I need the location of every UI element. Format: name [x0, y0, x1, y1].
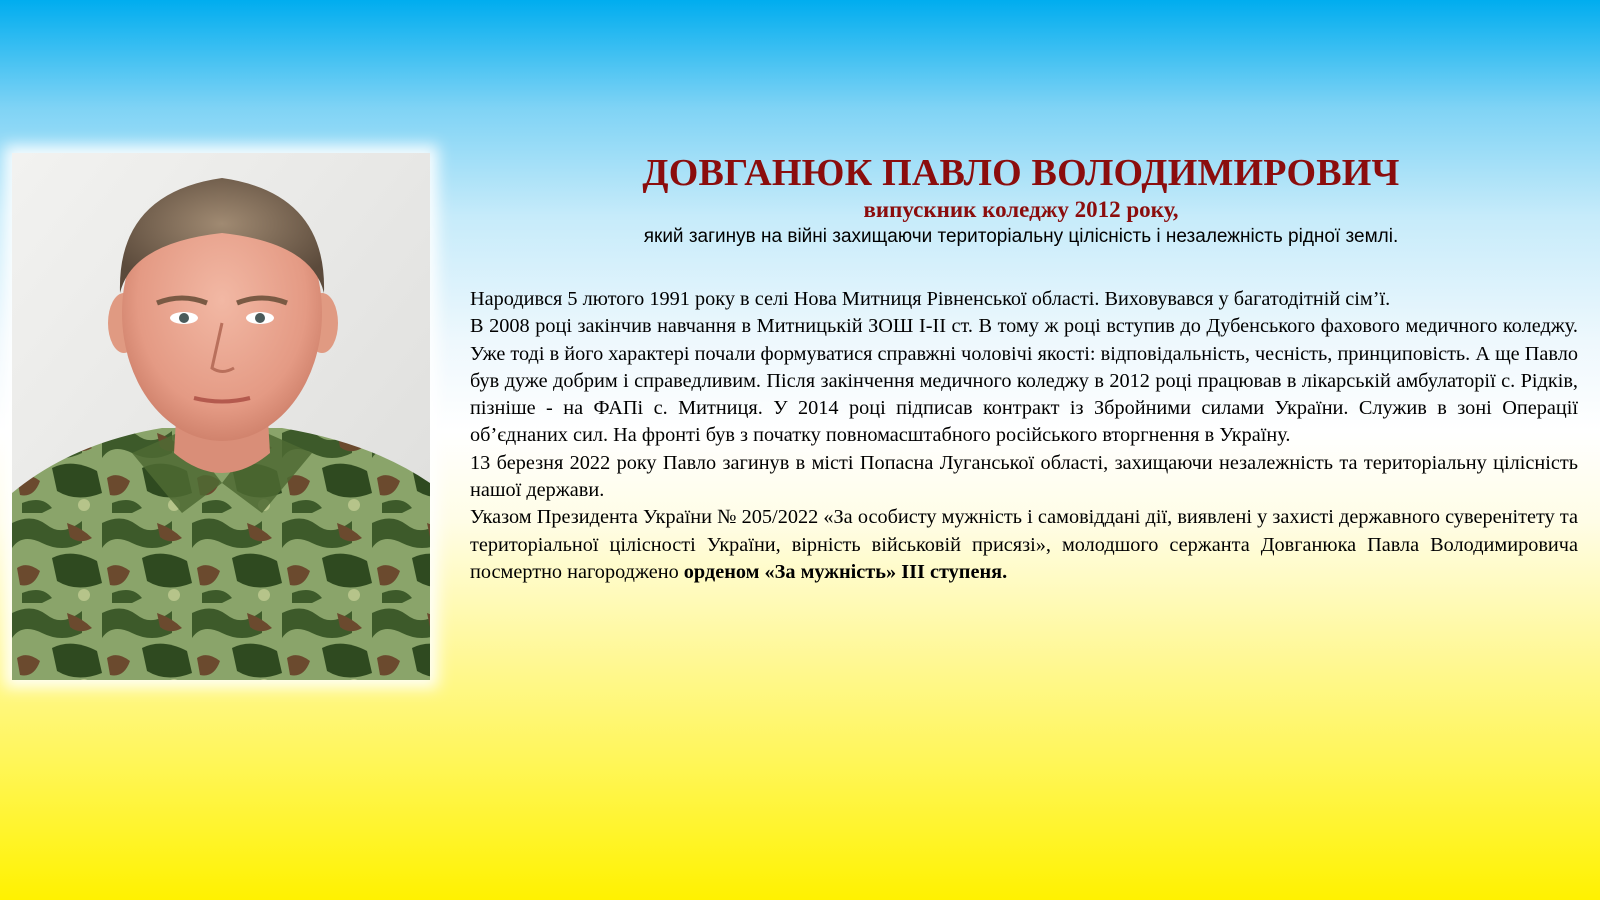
- bio-paragraph-career: В 2008 році закінчив навчання в Митницькій ЗОШ І-ІІ ст. В тому ж році вступив до Дубенського фахового медичного коледжу. Уже тоді в його характері почали формуватися справжні чоловічі якості: відповідальність, чесність, принциповість. А ще Павло був дуже добрим і справедливим. Після закінчення медичного коледжу в 2012 році працював в лікарській амбулаторії с. Рідків, пізніше - на ФАПі с. Митниця. У 2014 році підписав контракт із Збройними силами України. Служив в зоні Операції об’єднаних сил. На фронті був з початку повномасштабного російського вторгнення в Україну.: [470, 315, 1578, 447]
- bio-paragraph-death: 13 березня 2022 року Павло загинув в місті Попасна Луганської області, захищаючи незалежність та територіальну цілісність нашої держави.: [470, 451, 1578, 502]
- portrait-photo: [12, 153, 430, 680]
- portrait-image: [12, 153, 430, 680]
- memorial-line: який загинув на війні захищаючи територіальну цілісність і незалежність рідної землі.: [643, 226, 1399, 247]
- award-name: орденом «За мужність» ІІІ ступеня.: [683, 560, 1008, 583]
- bio-paragraph-award: [470, 504, 1578, 586]
- title-block: [470, 150, 1572, 250]
- person-name: ДОВГАНЮК ПАВЛО ВОЛОДИМИРОВИЧ: [642, 152, 1400, 194]
- graduate-subtitle: випускник коледжу 2012 року,: [863, 197, 1179, 222]
- biography: [470, 286, 1578, 586]
- bio-paragraph-birth: Народився 5 лютого 1991 року в селі Нова Митниця Рівненської області. Виховувався у багатодітній сім’ї.: [470, 288, 1391, 310]
- award-decree-text: Указом Президента України № 205/2022 «За особисту мужність і самовіддані дії, виявлені у захисті державного суверенітету та територіальної цілісності України, вірність військовій присязі», молодшого сержанта Довганюка Павла Володимировича посмертно нагороджено: [470, 506, 1578, 583]
